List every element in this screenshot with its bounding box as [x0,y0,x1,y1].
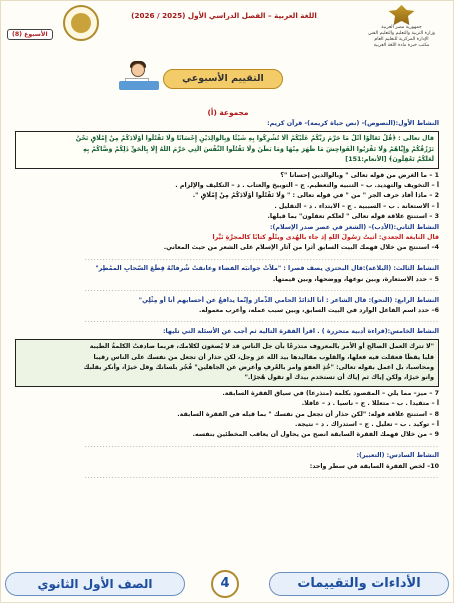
passage-line: لَعَلَّكُمْ تَعْقِلُونَ﴾ [الأنعام:151] [345,156,434,164]
question-line: النشاط الأول:(النصوص)- (نص حياة كريمة)- قرآن كريم: [267,120,439,127]
question-line: قال النابغة الجعدي: أتيتُ رَسُولَ اللهِ إذ جاء بالهُدى ويتْلُو كتابًا كالمجرَّةِ نَيِّرا [212,234,439,242]
question-line: أ – توكيد . ب – تعليل . ج – استدراك . د – نتيجة. [295,420,439,428]
question-line: النشاط الرابع: (النحو): قال الشاعر : أنا الذائدُ الحامي الذِّمارَ وإنّما يدافعُ عن أحسابهم أنا أو مِثْلِي" [138,296,439,304]
question-line: أ – متقيدا . ب – متعللا . ج – ناسيا . د – غافلا. [301,400,439,408]
page-header-title: اللغة العربية – الفصل الدراسي الأول (2025 / 2026) [131,11,317,20]
question-line: أ – الاستعانة . ب – السببية . ج – الابتداء . د – التقليل . [274,202,439,210]
title-banner [1,61,453,101]
question-line: 9 – من خلال فهمك الفقرة السابقة انصح من يحاول أن يعاقب المخطئين بنفسه. [192,431,439,439]
question-line: 3 – استنتج علاقة قوله تعالى " لعلكم تعقلون" بما قبلها. [267,213,439,221]
question-line: 10– لخص الفقرة السابقة في سطر واحد: [309,462,439,470]
page-number: 4 [211,570,239,598]
answer-line: ...................................................................................................................... [84,441,439,449]
question-line: 2 – ماذا أفاد حرف الجر " من " في قوله تعالى : " وَلَا تَقْتُلُوا أَوْلَادَكُمْ مِنْ إِمْلَاقٍ ". [192,192,439,200]
question-line: 4– استنتج من خلال فهمك البيت السابق أثرا من آثار الإسلام على الشعر من حيث المعاني. [163,244,439,252]
group-label: مجموعة (أ) [207,108,249,117]
question-line: 8 – استنتج علاقة قوله: "لكن حذار أن تجعل من نفسك " بما قبله في الفقرة السابقة. [177,410,439,418]
ministry-logo [354,5,449,49]
question-line: النشاط الثالث: (البلاغة):قال البحتري يصف قصرا : "ملأتْ جوانبَه الفضاءَ وعانقتْ شُرفاتُهُ قِطَعَ السّحابِ الممْطِر" [95,265,439,273]
passage-line: قال تعالى : ﴿قُلْ تَعَالَوْا أَتْلُ مَا حَرَّمَ رَبُّكُمْ عَلَيْكُمْ أَلَّا تُشْرِكُوا بِهِ شَيْئًا وَبِالْوَالِدَيْنِ إِحْسَانًا وَلَا تَقْتُلُوا أَوْلَادَكُمْ مِنْ إِمْلَاقٍ نَحْنُ [75,135,434,143]
student-illustration-icon [119,61,159,93]
reading-passage-box [15,339,439,387]
passage-line: ومحاسبا، بل اعمل بقوله تعالى: "خُذِ العفوَ وامر بالعُرفِ وأعرض عن الجاهلين" فُجْر بلسانك وقل خيرًا، وأنكر بقلبك [83,363,434,371]
answer-line: ...................................................................................................................... [84,254,439,262]
question-line: النشاط السادس: (التعبير): [356,452,439,460]
week-badge: الأسبوع (8) [7,29,53,40]
footer-title: الأداءات والتقييمات [269,572,449,596]
passage-line: وانو خيرًا، ولكن إياك ثم إياك أن تستخدم بيدك أو تقول هُجرًا." [244,374,434,382]
question-line: النشاط الثاني:(الأدب)– (الشعر في عصر صدر الإسلام): [270,223,439,231]
exam-content [15,119,439,482]
ministry-line: جمهورية مصر العربية [381,25,422,30]
quran-verse-box [15,131,439,168]
question-line: 7 – ميز– مما يلي – المقصود بكلمة (متذرعا) في سياق الفقرة السابقة. [222,389,439,397]
answer-line: ...................................................................................................................... [84,286,439,294]
passage-line: "لا تترك العمل الصالح أو الأمر بالمعروف متذرعًا بأن جل الناس قد لا يُصغون لكلامك، فربما صادفتْ الكلمةُ الطيبة [89,343,434,351]
question-line: 6– حدد اسم الفاعل الوارد في البيت السابق، وبين سبب عمله، وأعرب معموله. [199,306,439,314]
seal-logo [63,5,99,41]
ministry-line: الإدارة المركزية للتعليم العام [374,37,429,42]
footer-grade: الصف الأول الثانوي [5,572,185,596]
question-line: أ – التخويف والتهديد. ب – التنبيه والتعظيم. ج – التوبيخ والعتاب . د – التكليف والإلزام . [175,182,439,190]
footer [5,570,449,598]
question-line: 1 – ما الغرض من قوله تعالى " وبالوالدين إحسانا "؟ [280,171,439,179]
page-title: التقييم الأسبوعي [163,69,283,89]
ministry-line: مكتب خبرة مادة اللغة العربية [373,43,430,48]
passage-line: نَرْزُقُكُمْ وَإِيَّاهُمْ وَلَا تَقْرَبُوا الْفَوَاحِشَ مَا ظَهَرَ مِنْهَا وَمَا بَطَنَ وَلَا تَقْتُلُوا النَّفْسَ الَّتِي حَرَّمَ اللَّهُ إِلَّا بِالْحَقِّ ذَلِكُمْ وَصَّاكُمْ بِهِ [83,145,434,153]
answer-line: ...................................................................................................................... [84,473,439,480]
answer-line: ...................................................................................................................... [84,317,439,325]
question-line: 5 – حدد الاستعارة، وبين نوعها، ووضحها، وبين قيمتها. [272,275,439,283]
eagle-icon [389,5,415,25]
passage-line: قلبا يقظًا فعقلت فيه فعلها، والقلوب مقاليدها بيد الله عز وجل، لكن حذار أن تجعل من نفسك على الناس رقيبا [93,353,434,361]
question-line: النشاط الخامس:(قراءة أدبية متحررة ) . اقرأ الفقرة التالية ثم أجب عن الأسئلة التي تليها: [163,327,439,335]
ministry-line: وزارة التربية والتعليم والتعليم الفني [367,31,436,36]
header [5,5,449,48]
